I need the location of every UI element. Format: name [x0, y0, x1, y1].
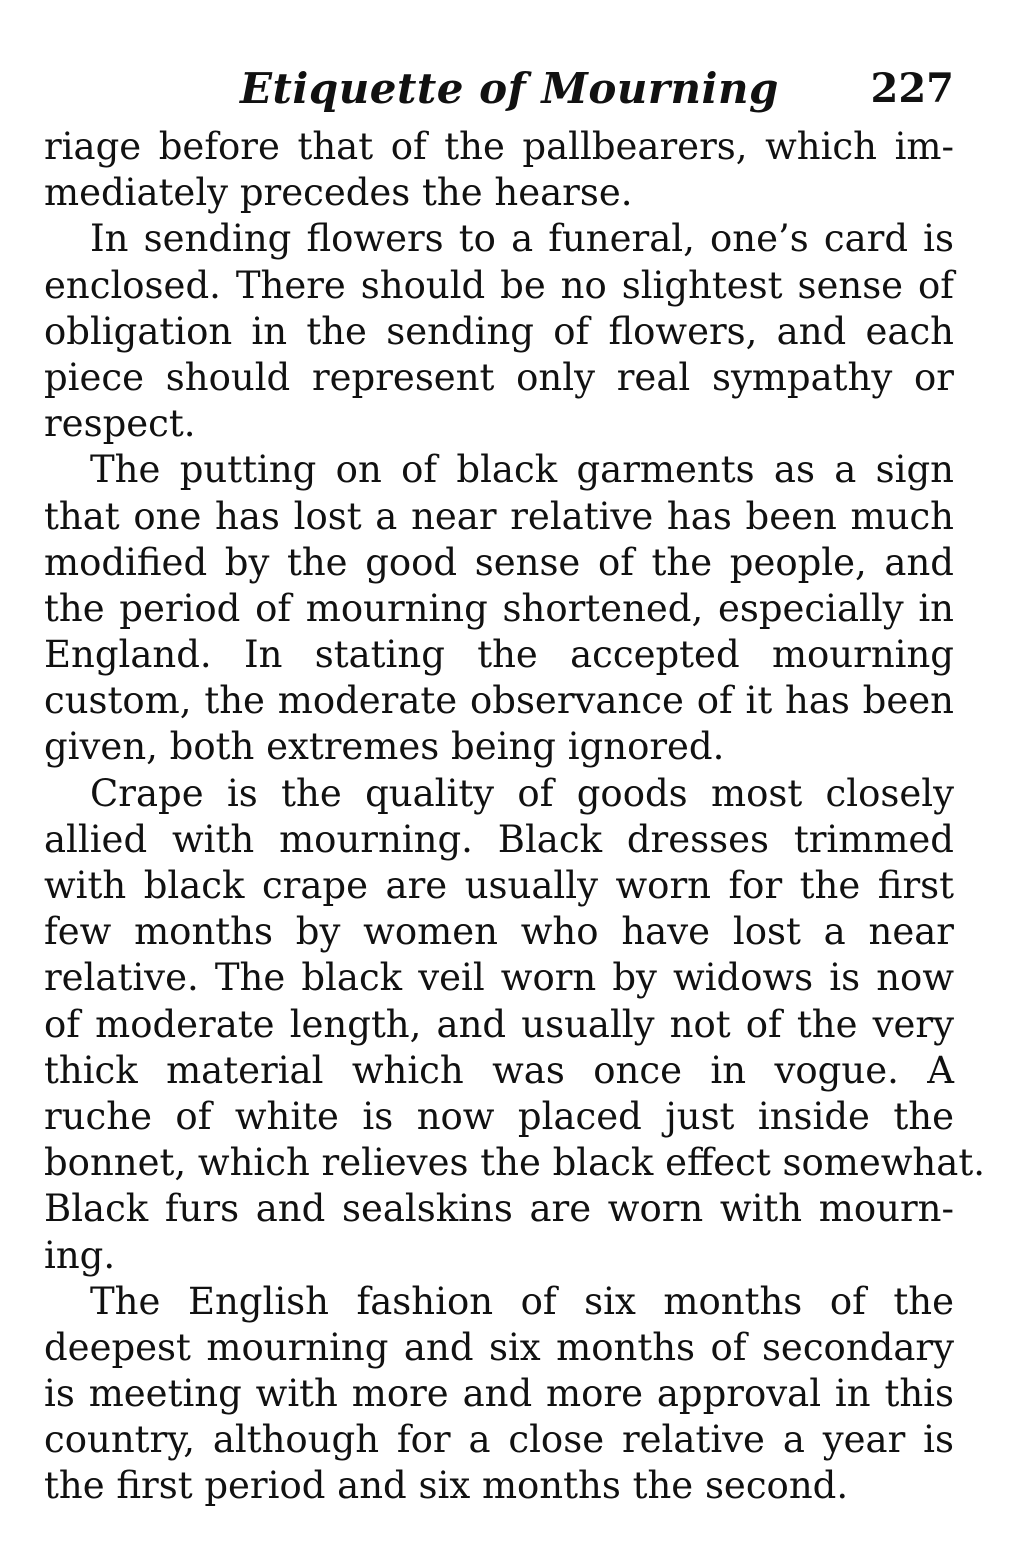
text-line: custom, the moderate observance of it has been [44, 679, 954, 723]
text-line: Black furs and sealskins are worn with mourn- [44, 1187, 954, 1231]
text-line: mediately precedes the hearse. [44, 171, 633, 215]
running-head [44, 58, 954, 124]
text-line: country, although for a close relative a year is [44, 1418, 954, 1462]
text-line: ing. [44, 1233, 116, 1277]
body-text [44, 124, 985, 1510]
text-line: of moderate length, and usually not of the very [44, 1002, 954, 1046]
text-line: deepest mourning and six months of secondary [44, 1325, 954, 1369]
text-line: In sending flowers to a funeral, one’s card is [90, 217, 954, 261]
text-line: is meeting with more and more approval in this [44, 1372, 954, 1416]
text-line: thick material which was once in vogue. A [44, 1048, 954, 1092]
text-line: ruche of white is now placed just inside the [44, 1094, 954, 1138]
text-line: respect. [44, 402, 196, 446]
book-page [44, 58, 985, 1510]
text-line: given, both extremes being ignored. [44, 725, 725, 769]
text-line: The putting on of black garments as a sign [90, 448, 954, 492]
text-line: allied with mourning. Black dresses trimmed [44, 817, 954, 861]
text-line: obligation in the sending of flowers, and each [44, 309, 954, 353]
text-line: The English fashion of six months of the [90, 1279, 954, 1323]
running-title: Etiquette of Mourning [240, 64, 779, 113]
text-line: England. In stating the accepted mourning [44, 633, 954, 677]
page-number: 227 [870, 65, 954, 112]
text-line: enclosed. There should be no slightest sense of [44, 263, 954, 307]
text-line: bonnet, which relieves the black effect somewhat. [44, 1141, 985, 1185]
text-line: that one has lost a near relative has been much [44, 494, 954, 538]
text-line: riage before that of the pallbearers, which im- [44, 125, 954, 168]
text-line: Crape is the quality of goods most closely [90, 771, 954, 815]
text-line: few months by women who have lost a near [44, 910, 954, 954]
text-line: relative. The black veil worn by widows is now [44, 956, 954, 1000]
text-line: with black crape are usually worn for the first [44, 864, 954, 907]
text-line: the first period and six months the second. [44, 1464, 849, 1508]
text-line: piece should represent only real sympathy or [44, 355, 954, 399]
text-line: modified by the good sense of the people, and [44, 540, 954, 584]
text-line: the period of mourning shortened, especially in [44, 586, 954, 630]
